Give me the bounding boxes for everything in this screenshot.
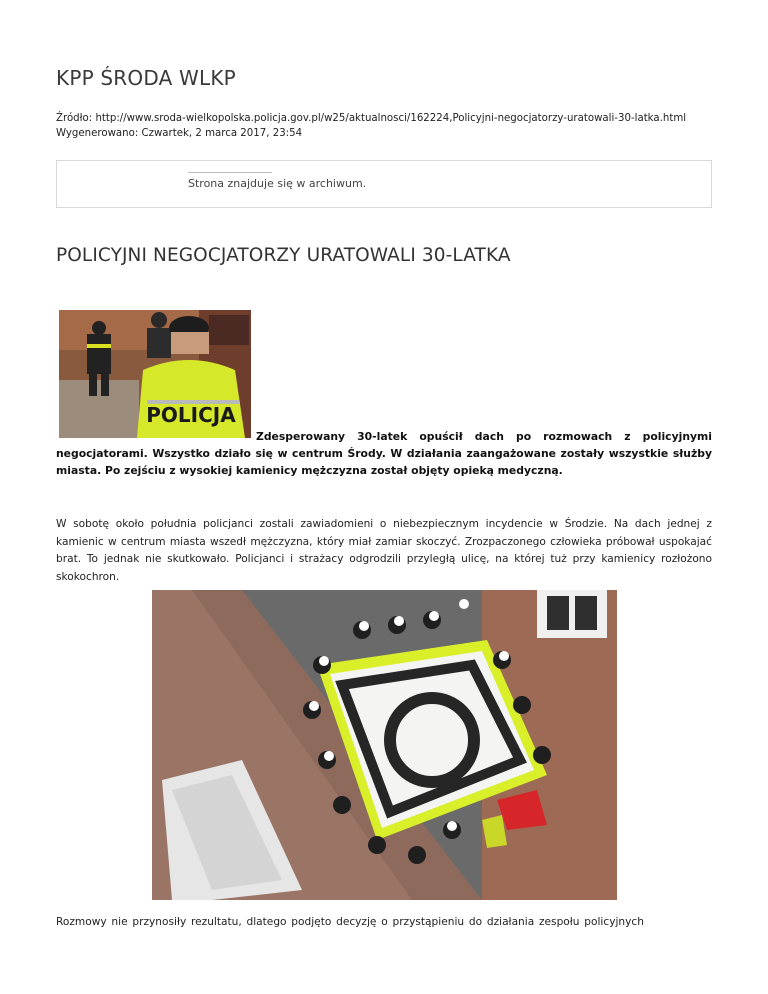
article-title: POLICYJNI NEGOCJATORZY URATOWALI 30-LATKA <box>56 245 511 266</box>
site-title: KPP ŚRODA WLKP <box>56 66 236 90</box>
jump-cushion-photo <box>152 590 617 900</box>
archive-notice-box <box>56 160 712 208</box>
vest-lettering: POLICJA <box>146 403 236 427</box>
police-officer-photo <box>59 310 251 438</box>
source-line: Źródło: http://www.sroda-wielkopolska.policja.gov.pl/w25/aktualnosci/162224,Policyjni-negocjatorzy-uratowali-30-latka.html <box>56 113 687 124</box>
article-paragraph: W sobotę około południa policjanci zostali zawiadomieni o niebezpiecznym incydencie w Środzie. Na dach jednej z kamienic w centrum miasta wszedł mężczyzna, który miał zamiar skoczyć. Zrozpaczonego człowieka próbował uspokajać brat. To jednak nie skutkowało. Policjanci i strażacy odgrodzili przyległą ulicę, na której tuż przy kamienicy rozłożono skokochron. <box>56 518 712 583</box>
article-lead: Zdesperowany 30-latek opuścił dach po rozmowach z policyjnymi negocjatorami. Wszystko działo się w centrum Środy. W działania zaangażowane zostały wszystkie służby miasta. Po zejściu z wysokiej kamienicy mężczyzna został objęty opieką medyczną. <box>56 430 712 477</box>
page-meta <box>56 111 686 141</box>
archive-notice: Strona znajduje się w archiwum. <box>188 177 367 190</box>
archive-divider <box>188 172 272 173</box>
generated-line: Wygenerowano: Czwartek, 2 marca 2017, 23:54 <box>56 128 303 139</box>
article-paragraph: Rozmowy nie przynosiły rezultatu, dlatego podjęto decyzję o przystąpieniu do działania zespołu policyjnych <box>56 916 644 928</box>
